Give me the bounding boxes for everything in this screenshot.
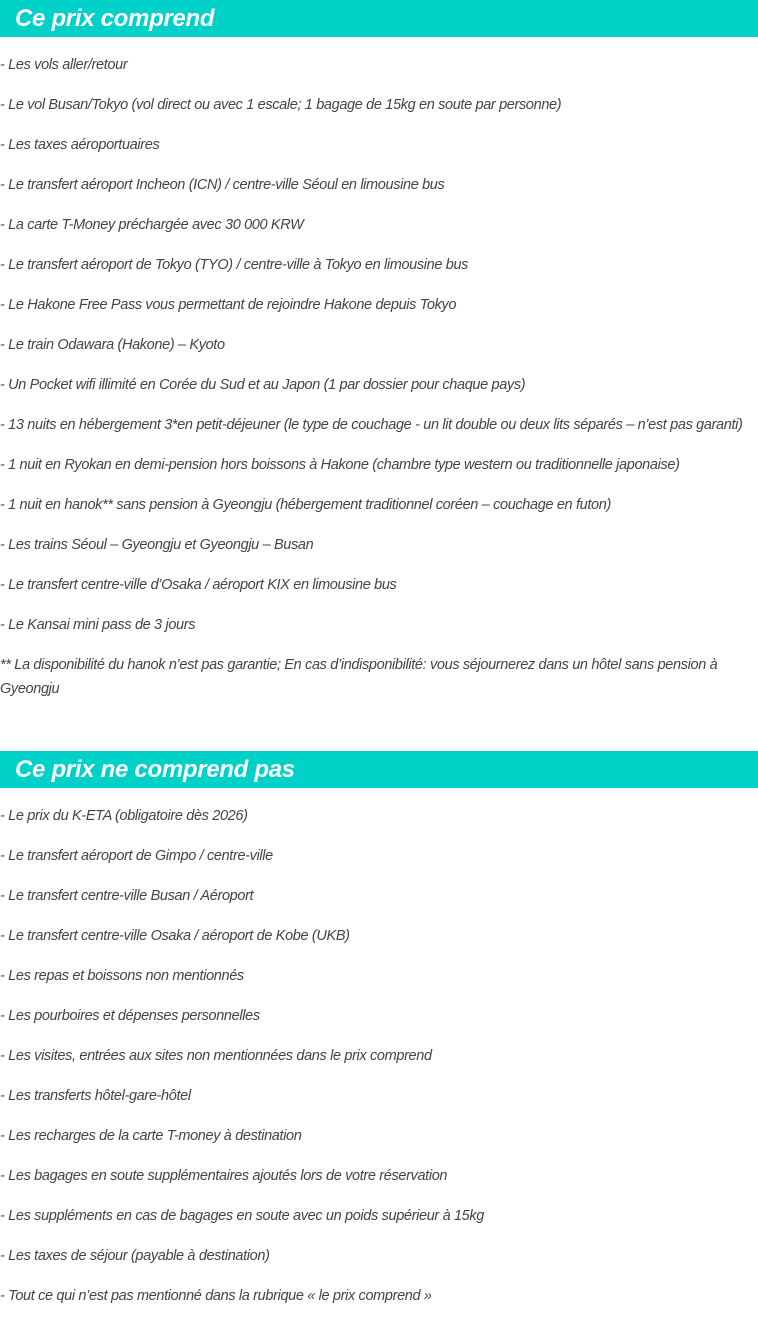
list-item: - Le transfert aéroport de Tokyo (TYO) / centre-ville à Tokyo en limousine bus (0, 257, 469, 273)
list-item: - La carte T-Money préchargée avec 30 000 KRW (0, 217, 304, 233)
list-item: - Les taxes de séjour (payable à destination) (0, 1248, 270, 1264)
list-item: - Le vol Busan/Tokyo (vol direct ou avec 1 escale; 1 bagage de 15kg en soute par personne) (0, 97, 562, 113)
list-item: - Les transferts hôtel-gare-hôtel (0, 1088, 191, 1104)
list-item: - Les visites, entrées aux sites non mentionnées dans le prix comprend (0, 1048, 432, 1064)
list-item: - Le transfert centre-ville Osaka / aéroport de Kobe (UKB) (0, 928, 350, 944)
included-list (0, 56, 758, 656)
list-item: - Les bagages en soute supplémentaires ajoutés lors de votre réservation (0, 1168, 448, 1184)
list-item: - Le transfert aéroport Incheon (ICN) / centre-ville Séoul en limousine bus (0, 177, 445, 193)
list-item: - 1 nuit en hanok** sans pension à Gyeongju (hébergement traditionnel coréen – couchage en futon) (0, 497, 611, 513)
list-item: - Les suppléments en cas de bagages en soute avec un poids supérieur à 15kg (0, 1208, 485, 1224)
list-item: - Un Pocket wifi illimité en Corée du Sud et au Japon (1 par dossier pour chaque pays) (0, 377, 526, 393)
list-item: - Le train Odawara (Hakone) – Kyoto (0, 337, 225, 353)
list-item: - Le transfert aéroport de Gimpo / centre-ville (0, 848, 273, 864)
list-item: - 13 nuits en hébergement 3*en petit-déjeuner (le type de couchage - un lit double ou deux lits séparés – n’est pas garanti) (0, 417, 743, 433)
list-item: - Les pourboires et dépenses personnelles (0, 1008, 260, 1024)
list-item: - Les recharges de la carte T-money à destination (0, 1128, 302, 1144)
list-item: - Tout ce qui n’est pas mentionné dans la rubrique « le prix comprend » (0, 1288, 432, 1304)
list-item: - Les vols aller/retour (0, 57, 128, 73)
list-item: - Les taxes aéroportuaires (0, 137, 160, 153)
list-item: - Le transfert centre-ville Busan / Aéroport (0, 888, 254, 904)
list-item: - Les trains Séoul – Gyeongju et Gyeongju – Busan (0, 537, 314, 553)
list-item: - 1 nuit en Ryokan en demi-pension hors boissons à Hakone (chambre type western ou traditionnelle japonaise) (0, 457, 680, 473)
list-item: - Le prix du K-ETA (obligatoire dès 2026) (0, 808, 248, 824)
list-item: - Le Hakone Free Pass vous permettant de rejoindre Hakone depuis Tokyo (0, 297, 457, 313)
hanok-availability-note: ** La disponibilité du hanok n’est pas garantie; En cas d’indisponibilité: vous séjournerez dans un hôtel sans pension à Gyeongju (0, 657, 718, 697)
list-item: - Les repas et boissons non mentionnés (0, 968, 244, 984)
list-item: - Le Kansai mini pass de 3 jours (0, 617, 196, 633)
included-section-title: Ce prix comprend (0, 0, 758, 37)
excluded-list (0, 807, 758, 1327)
list-item: - Le transfert centre-ville d’Osaka / aéroport KIX en limousine bus (0, 577, 397, 593)
excluded-section-title: Ce prix ne comprend pas (0, 751, 758, 788)
